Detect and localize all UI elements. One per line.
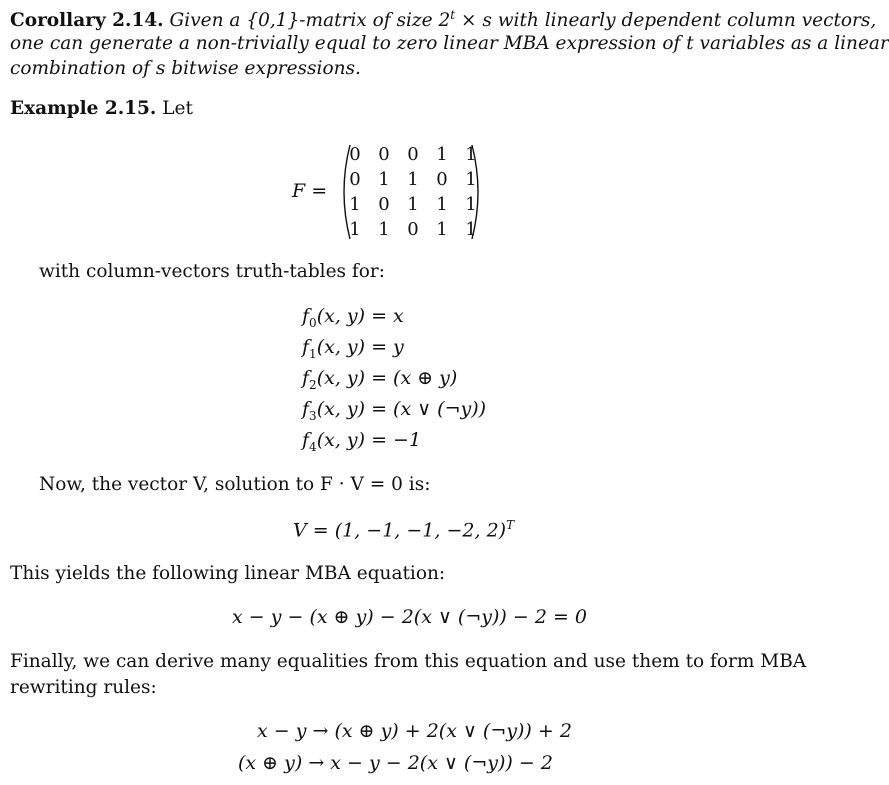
matrix-cell: 0 [436,169,448,190]
example-heading [10,98,193,119]
matrix-cell: 1 [378,219,390,240]
yields-text: This yields the following linear MBA equation: [10,563,446,584]
matrix-cell: 1 [465,144,477,165]
function-definition: $f_4(x$, y) = −1 [302,429,422,454]
truth-intro: with column-vectors truth-tables for: [39,261,385,282]
matrix-cell: 0 [378,194,390,215]
now-text: Now, the vector V, solution to F · V = 0 is: [39,474,431,495]
matrix-cell: 1 [407,194,419,215]
mba-equation: x − y − (x ⊕ y) − 2(x ∨ (¬y)) − 2 = 0 [232,606,587,628]
matrix-cell: 1 [436,194,448,215]
matrix-cell: 1 [407,169,419,190]
matrix-cell: 1 [465,194,477,215]
function-definition: $f_1(x$, y) = y [302,336,404,361]
function-definition: $f_0(x$, y) = x [302,305,404,330]
example-label: Example 2.15. [10,98,157,119]
rewrite-rule-1: x − y → (x ⊕ y) + 2(x ∨ (¬y)) + 2 [257,720,572,742]
function-definition: $f_2(x$, y) = (x ⊕ y) [302,367,458,392]
finally-line-2: rewriting rules: [10,677,157,698]
function-definition: $f_3(x$, y) = (x ∨ (¬y)) [302,398,487,423]
matrix-cell: 0 [378,144,390,165]
matrix-cell: 1 [349,194,361,215]
matrix-cell: 1 [436,144,448,165]
corollary-text-1: Given a {0,1}-matrix of size $2^t \times s$ with linearly dependent column vectors, [169,8,877,32]
example-text: Let [162,98,193,119]
corollary-line-3: combination of s bitwise expressions. [10,58,361,79]
vector-equation: V = (1, −1, −1, −2, 2)$^T$ [293,518,515,542]
corollary-label: Corollary 2.14. [10,10,164,32]
matrix-cell: 1 [349,219,361,240]
matrix-cell: 1 [465,219,477,240]
corollary-line-1 [10,8,877,32]
matrix-name: F = [292,180,328,202]
corollary-line-2: one can generate a non-trivially equal to zero linear MBA expression of t variables as a linear [10,33,889,54]
matrix-cell: 0 [407,144,419,165]
matrix-cell: 1 [436,219,448,240]
matrix-cell: 0 [349,169,361,190]
matrix-cell: 0 [407,219,419,240]
matrix-cell: 0 [349,144,361,165]
matrix-cell: 1 [465,169,477,190]
matrix-cell: 1 [378,169,390,190]
rewrite-rule-2: (x ⊕ y) → x − y − 2(x ∨ (¬y)) − 2 [238,752,553,774]
finally-line-1: Finally, we can derive many equalities from this equation and use them to form MBA [10,651,807,672]
